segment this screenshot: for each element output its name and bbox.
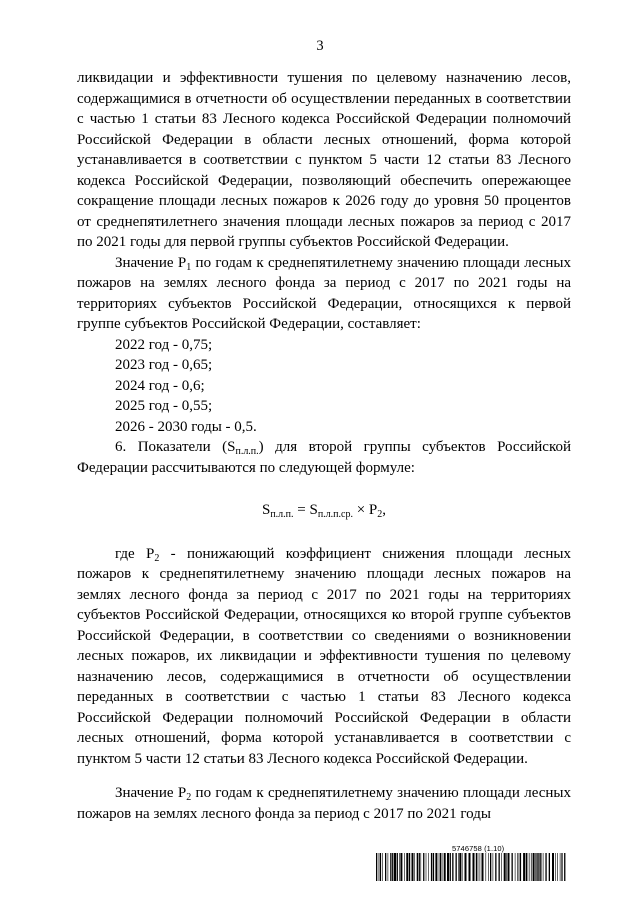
paragraph-3: 6. Показатели $(S_{п.л.п.})$ для второй группы субъектов Российской Федерации рассчитываются по следующей формуле: [77,439,571,476]
list-item: 2022 год - 0,75; [115,336,213,353]
formula: $S_{п.л.п.} = S_{п.л.п.ср.} \times P_2$, [261,502,387,520]
paragraph-4: где $P_2$ - понижающий коэффициент снижения площади лесных пожаров к среднепятилетнему значению площади лесных пожаров на землях лесного фонда за период с 2017 по 2021 годы на территориях субъектов Российской Федерации, относящихся ко второй группе субъектов Российской Федерации, в соответствии со сведениями о возникновении лесных пожаров, их ликвидации и эффективности тушения по целевому назначению лесов, содержащимися в отчетности об осуществлении переданных в соответствии с частью 1 статьи 83 Лесного кодекса Российской Федерации полномочий Российской Федерации в области лесных отношений, форма которой устанавливается в соответствии с пунктом 5 части 12 статьи 83 Лесного кодекса Российской Федерации. [77,545,571,767]
list-item: 2026 - 2030 годы - 0,5. [115,418,257,435]
list-item: 2024 год - 0,6; [115,377,205,394]
page-number: 3 [316,38,324,54]
p1-values-list [77,335,571,438]
barcode-image [376,853,566,881]
list-item: 2023 год - 0,65; [115,357,213,373]
document-body [77,68,571,824]
paragraph-5: Значение $P_2$ по годам к среднепятилетнему значению площади лесных пожаров на землях лесного фонда за период с 2017 по 2021 годы [77,785,571,822]
list-item: 2025 год - 0,55; [115,398,213,414]
paragraph-1: ликвидации и эффективности тушения по целевому назначению лесов, содержащимися в отчетности об осуществлении переданных в соответствии с частью 1 статьи 83 Лесного кодекса Российской Федерации полномочий Российской Федерации в области лесных отношений, форма которой устанавливается в соответствии с пунктом 5 части 12 статьи 83 Лесного кодекса Российской Федерации, позволяющий обеспечить опережающее сокращение площади лесных пожаров к 2026 году до уровня 50 процентов от среднепятилетнего значения площади лесных пожаров за период с 2017 по 2021 годы для первой группы субъектов Российской Федерации. [77,70,571,250]
paragraph-2: Значение $P_1$ по годам к среднепятилетнему значению площади лесных пожаров на землях лесного фонда за период с 2017 по 2021 годы на территориях субъектов Российской Федерации, относящихся к первой группе субъектов Российской Федерации, составляет: [77,254,571,332]
barcode-label: 5746758 (1.10) [452,844,505,853]
